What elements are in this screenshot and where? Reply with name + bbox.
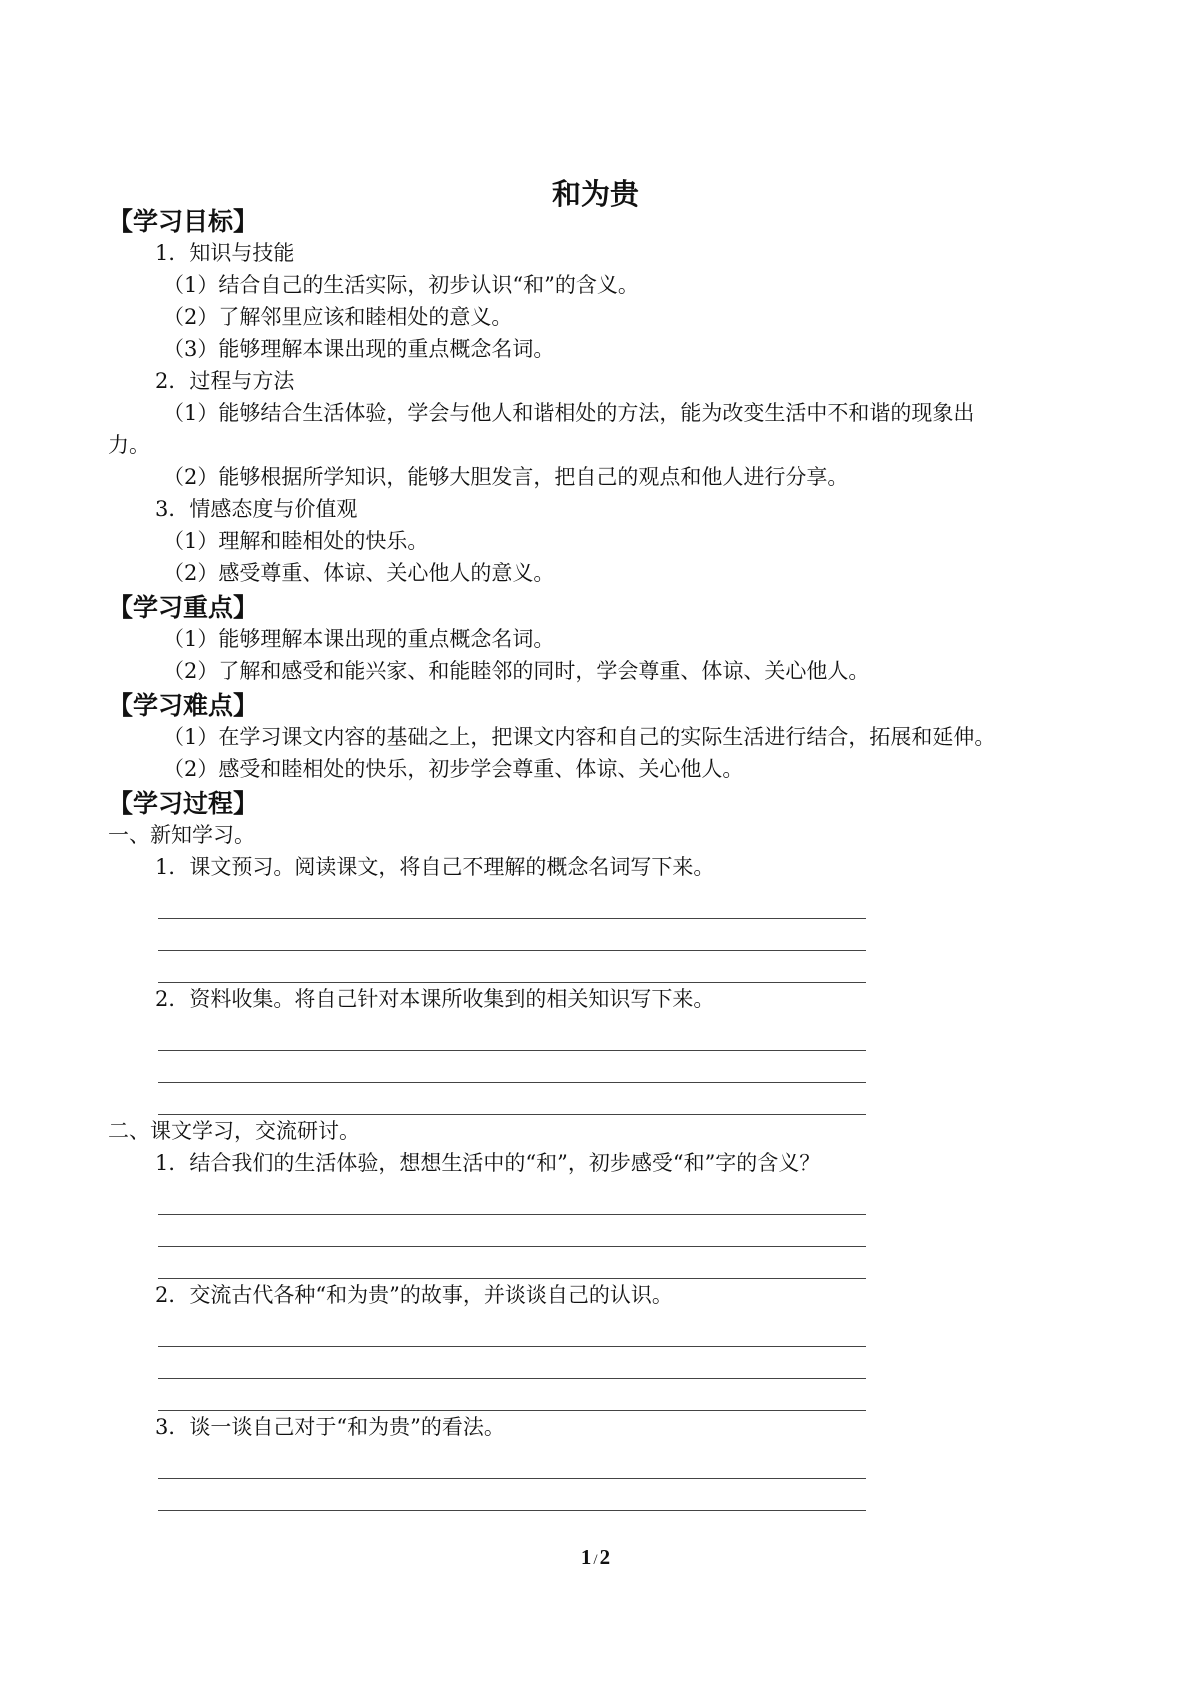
heading-process: 【学习过程】 <box>108 789 259 818</box>
objective-knowledge-title: 1．知识与技能 <box>155 241 295 265</box>
page-title: 和为贵 <box>551 177 639 211</box>
section-2-question-3: 3．谈一谈自己对于“和为贵”的看法。 <box>155 1415 505 1439</box>
page-number <box>0 1545 1191 1570</box>
objective-emotion-2: （2）感受尊重、体谅、关心他人的意义。 <box>163 561 555 585</box>
objective-process-title: 2．过程与方法 <box>155 369 295 393</box>
section-2-question-2: 2．交流古代各种“和为贵”的故事，并谈谈自己的认识。 <box>155 1283 673 1307</box>
answer-line <box>158 1114 866 1115</box>
answer-line <box>158 1278 866 1279</box>
difficulty-1: （1）在学习课文内容的基础之上，把课文内容和自己的实际生活进行结合，拓展和延伸。 <box>163 725 996 749</box>
difficulty-2: （2）感受和睦相处的快乐，初步学会尊重、体谅、关心他人。 <box>163 757 744 781</box>
answer-line <box>158 1082 866 1083</box>
section-1-title: 一、新知学习。 <box>108 823 255 847</box>
answer-line <box>158 1378 866 1379</box>
answer-line <box>158 918 866 919</box>
section-2-question-1: 1．结合我们的生活体验，想想生活中的“和”，初步感受“和”字的含义？ <box>155 1151 821 1175</box>
heading-focus: 【学习重点】 <box>108 593 259 622</box>
answer-line <box>158 1346 866 1347</box>
objective-emotion-title: 3．情感态度与价值观 <box>155 497 358 521</box>
objective-process-2: （2）能够根据所学知识，能够大胆发言，把自己的观点和他人进行分享。 <box>163 465 849 489</box>
page-separator: / <box>593 1552 598 1568</box>
answer-line <box>158 1510 866 1511</box>
current-page: 1 <box>580 1545 592 1569</box>
focus-1: （1）能够理解本课出现的重点概念名词。 <box>163 627 555 651</box>
objective-process-1-wrap: 力。 <box>108 433 150 457</box>
section-1-question-1: 1．课文预习。阅读课文，将自己不理解的概念名词写下来。 <box>155 855 715 879</box>
answer-line <box>158 1478 866 1479</box>
objective-knowledge-3: （3）能够理解本课出现的重点概念名词。 <box>163 337 555 361</box>
heading-difficulty: 【学习难点】 <box>108 691 259 720</box>
answer-line <box>158 950 866 951</box>
answer-line <box>158 982 866 983</box>
objective-emotion-1: （1）理解和睦相处的快乐。 <box>163 529 429 553</box>
objective-knowledge-2: （2）了解邻里应该和睦相处的意义。 <box>163 305 513 329</box>
objective-knowledge-1: （1）结合自己的生活实际，初步认识“和”的含义。 <box>163 273 639 297</box>
answer-line <box>158 1246 866 1247</box>
heading-objectives: 【学习目标】 <box>108 207 259 236</box>
answer-line <box>158 1410 866 1411</box>
focus-2: （2）了解和感受和能兴家、和能睦邻的同时，学会尊重、体谅、关心他人。 <box>163 659 870 683</box>
section-2-title: 二、课文学习，交流研讨。 <box>108 1119 360 1143</box>
answer-line <box>158 1050 866 1051</box>
objective-process-1: （1）能够结合生活体验，学会与他人和谐相处的方法，能为改变生活中不和谐的现象出 <box>163 401 975 425</box>
section-1-question-2: 2．资料收集。将自己针对本课所收集到的相关知识写下来。 <box>155 987 715 1011</box>
answer-line <box>158 1214 866 1215</box>
total-pages: 2 <box>599 1545 611 1569</box>
